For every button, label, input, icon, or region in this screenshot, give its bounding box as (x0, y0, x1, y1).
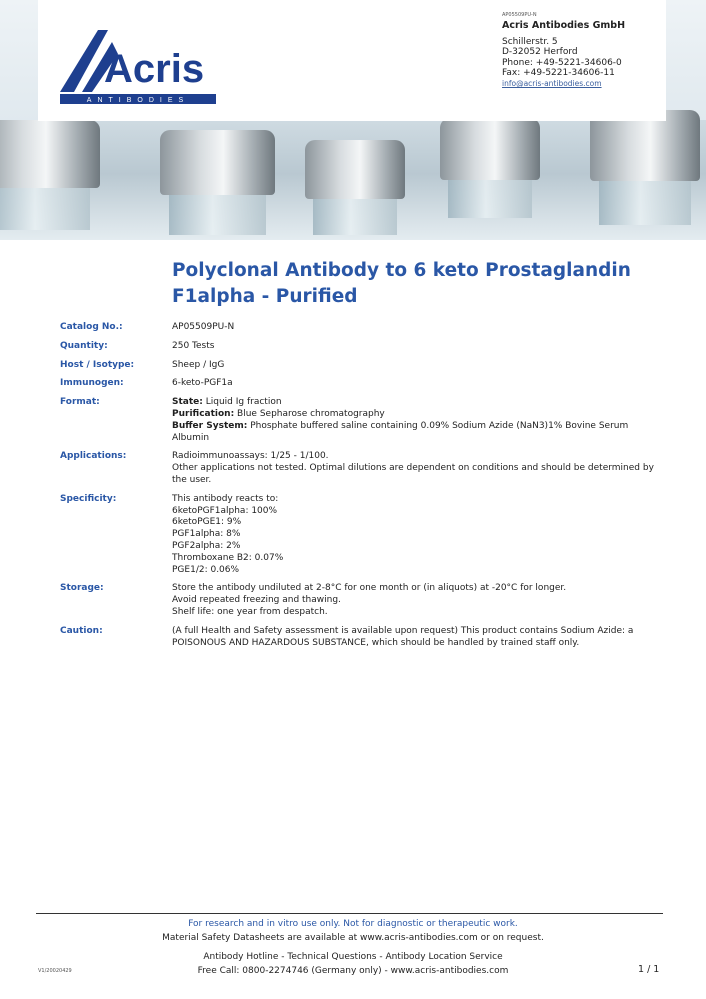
specificity-line: PGE1/2: 0.06% (172, 564, 240, 575)
product-spec-table (60, 322, 660, 656)
format-row (60, 397, 660, 444)
catalog-value: AP05509PU-N (172, 322, 235, 332)
specificity-line: Thromboxane B2: 0.07% (172, 552, 284, 563)
caution-value: (A full Health and Safety assessment is available upon request) This product contains Sodium Azide: a POISONOUS AND HAZARDOUS SUBSTANCE, which should be handled by trained staff only. (172, 625, 634, 648)
applications-line: Other applications not tested. Optimal dilutions are dependent on conditions and should be determined by the user. (172, 463, 654, 485)
footer-divider (36, 913, 663, 914)
address-line: Schillerstr. 5 (502, 36, 558, 47)
immunogen-value: 6-keto-PGF1a (172, 378, 233, 389)
specificity-line: 6ketoPGE1: 9% (172, 517, 242, 528)
specificity-line: PGF2alpha: 2% (172, 540, 241, 551)
storage-line: Shelf life: one year from despatch. (172, 606, 328, 617)
company-address-block (502, 12, 625, 90)
applications-line: Radioimmunoassays: 1/25 - 1/100. (172, 451, 329, 462)
quantity-row (60, 341, 660, 353)
storage-line: Store the antibody undiluted at 2-8°C for one month or (in aliquots) at -20°C for longer. (172, 583, 567, 594)
specificity-line: PGF1alpha: 8% (172, 529, 241, 540)
host-label: Host / Isotype: (60, 359, 135, 370)
applications-label: Applications: (60, 451, 127, 462)
vial-image (305, 140, 405, 235)
buffer-label: Buffer System: (172, 420, 248, 431)
acris-logo (60, 30, 216, 106)
research-use-note: For research and in vitro use only. Not for diagnostic or therapeutic work. (188, 919, 518, 929)
applications-value (172, 451, 660, 486)
specificity-row (60, 494, 660, 577)
immunogen-label: Immunogen: (60, 378, 124, 389)
free-call-note: Free Call: 0800-2274746 (Germany only) - www.acris-antibodies.com (197, 966, 509, 976)
company-name: Acris Antibodies GmbH (502, 20, 626, 31)
document-version: V1/20020429 (38, 968, 72, 974)
storage-label: Storage: (60, 583, 104, 594)
state-value: Liquid Ig fraction (202, 397, 282, 408)
storage-line: Avoid repeated freezing and thawing. (172, 595, 341, 606)
format-label: Format: (60, 397, 100, 408)
specificity-line: This antibody reacts to: (172, 493, 279, 504)
quantity-value: 250 Tests (172, 340, 215, 351)
applications-row (60, 451, 660, 486)
storage-row (60, 583, 660, 618)
hotline-note: Antibody Hotline - Technical Questions - Antibody Location Service (203, 952, 503, 962)
fax-line: Fax: +49-5221-34606-11 (502, 68, 615, 79)
email-link[interactable]: info@acris-antibodies.com (502, 78, 602, 88)
specificity-label: Specificity: (60, 493, 117, 504)
catalog-label: Catalog No.: (60, 322, 123, 332)
vial-image (440, 118, 540, 218)
purification-label: Purification: (172, 408, 235, 419)
specificity-value (172, 494, 660, 577)
page-number: 1 / 1 (638, 964, 660, 975)
quantity-label: Quantity: (60, 340, 108, 351)
vial-image (590, 110, 700, 225)
logo-wordmark: Acris (104, 47, 205, 91)
vial-image (160, 130, 275, 235)
format-value (172, 397, 660, 444)
page-title: Polyclonal Antibody to 6 keto Prostaglandin F1alpha - Purified (172, 260, 631, 307)
immunogen-row (60, 378, 660, 390)
address-line: D-32052 Herford (502, 47, 578, 58)
caution-row (60, 626, 660, 650)
buffer-value: Phosphate buffered saline containing 0.09% Sodium Azide (NaN3)1% Bovine Serum Albumin (172, 420, 629, 443)
logo-subtext: ANTIBODIES (86, 97, 190, 104)
specificity-line: 6ketoPGF1alpha: 100% (172, 505, 278, 516)
msds-note: Material Safety Datasheets are available at www.acris-antibodies.com or on request. (162, 933, 544, 943)
host-value: Sheep / IgG (172, 359, 225, 370)
host-row (60, 360, 660, 372)
storage-value (172, 583, 660, 618)
phone-line: Phone: +49-5221-34606-0 (502, 57, 622, 68)
header-product-code: AP05509PU-N (502, 12, 537, 18)
purification-value: Blue Sepharose chromatography (234, 408, 385, 419)
caution-label: Caution: (60, 625, 103, 636)
state-label: State: (172, 397, 203, 408)
vial-image (0, 120, 100, 230)
catalog-row (60, 322, 660, 334)
